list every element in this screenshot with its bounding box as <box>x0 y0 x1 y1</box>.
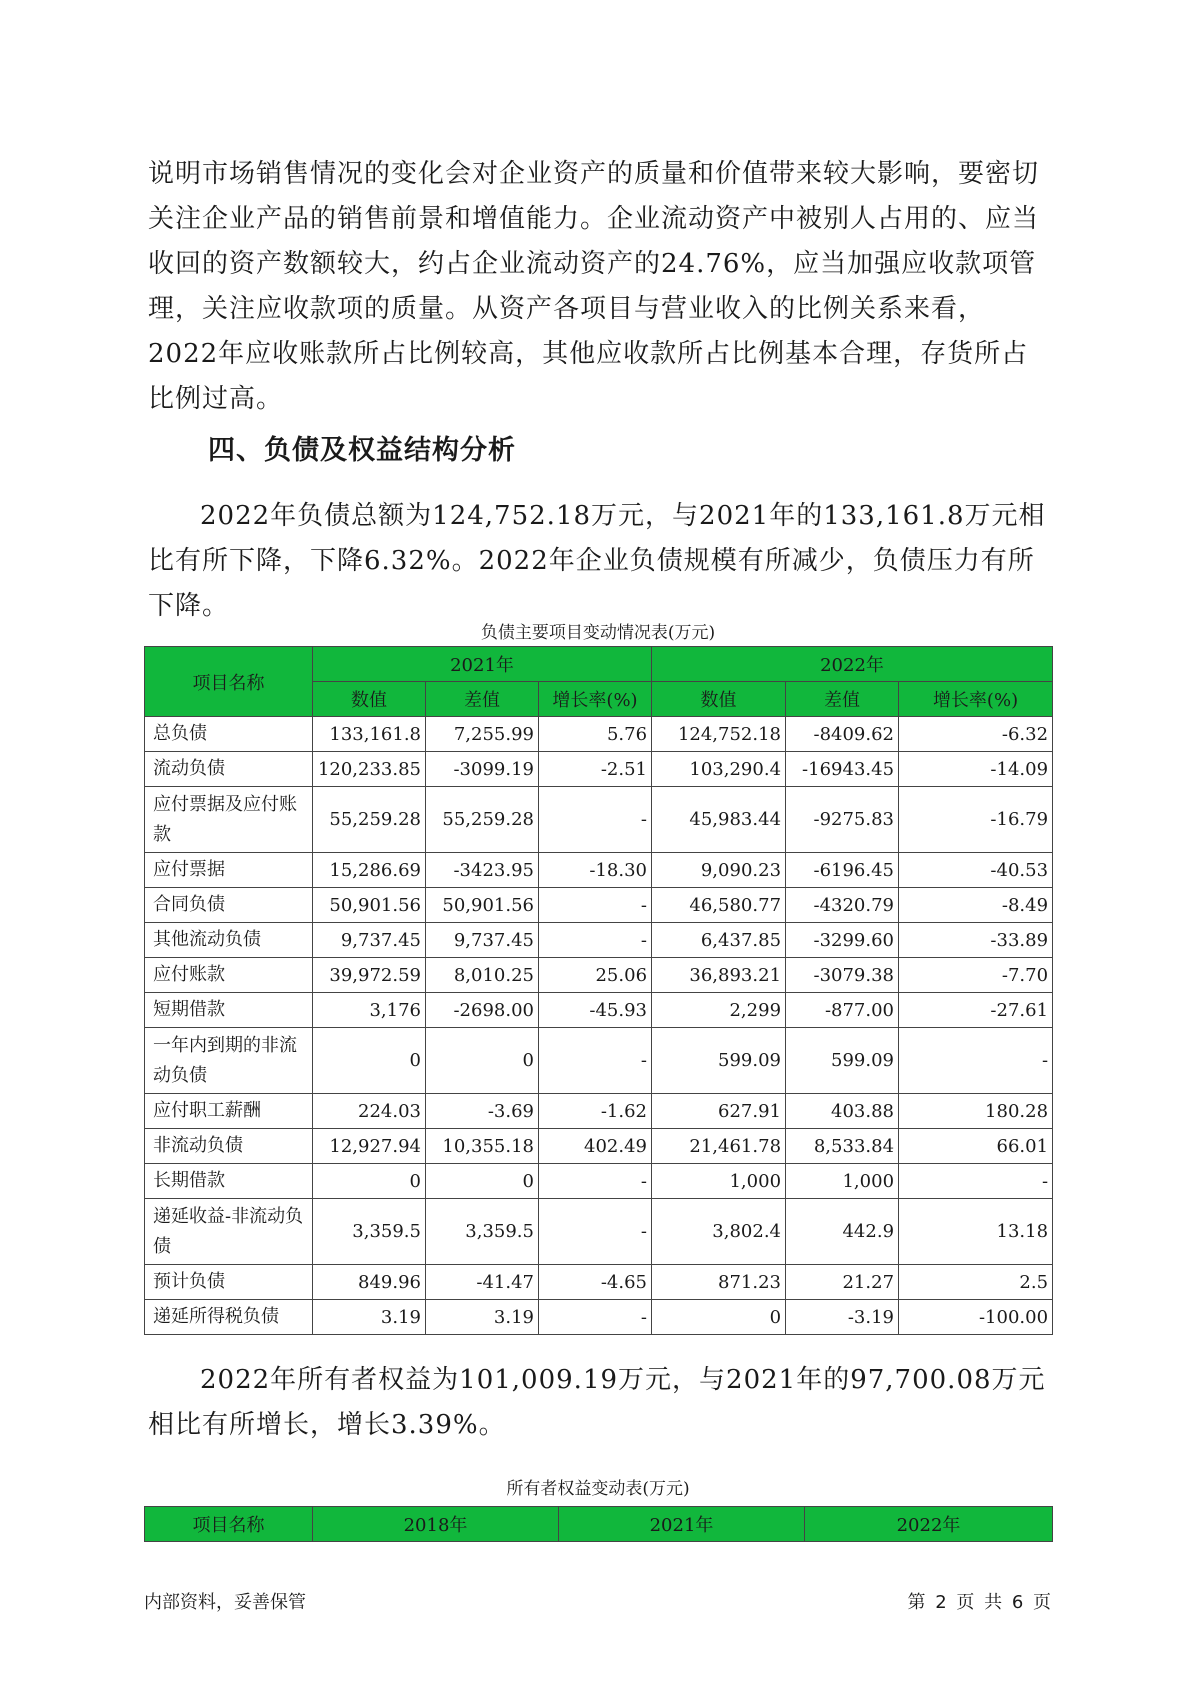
row-item-name: 长期借款 <box>145 1164 313 1199</box>
cell-v22: 9,090.23 <box>652 853 786 888</box>
cell-r21: - <box>539 923 652 958</box>
liabilities-summary-paragraph: 2022年负债总额为124,752.18万元，与2021年的133,161.8万元相比有所下降，下降6.32%。2022年企业负债规模有所减少，负债压力有所下降。 <box>148 501 1046 621</box>
cell-v21: 55,259.28 <box>313 787 426 853</box>
cell-d21: 3.19 <box>426 1300 539 1335</box>
cell-v21: 12,927.94 <box>313 1129 426 1164</box>
footer-page-number: 第 2 页 共 6 页 <box>907 1592 1051 1613</box>
cell-r21: -1.62 <box>539 1094 652 1129</box>
cell-r21: - <box>539 1164 652 1199</box>
row-item-name: 其他流动负债 <box>145 923 313 958</box>
table-row <box>145 923 1053 958</box>
cell-v22: 627.91 <box>652 1094 786 1129</box>
table-row <box>145 1199 1053 1265</box>
cell-v22: 0 <box>652 1300 786 1335</box>
cell-v22: 45,983.44 <box>652 787 786 853</box>
cell-v22: 6,437.85 <box>652 923 786 958</box>
row-item-name: 一年内到期的非流动负债 <box>145 1028 313 1094</box>
table-row <box>145 1164 1053 1199</box>
cell-v21: 9,737.45 <box>313 923 426 958</box>
cell-d22: 8,533.84 <box>786 1129 899 1164</box>
table-row <box>145 787 1053 853</box>
row-item-name: 合同负债 <box>145 888 313 923</box>
cell-d22: -6196.45 <box>786 853 899 888</box>
header-rate-2021: 增长率(%) <box>539 682 652 717</box>
header-year-2022: 2022年 <box>652 647 1053 682</box>
cell-d22: -3.19 <box>786 1300 899 1335</box>
cell-r21: 5.76 <box>539 717 652 752</box>
table-row <box>145 717 1053 752</box>
header-value-2021: 数值 <box>313 682 426 717</box>
row-item-name: 递延收益-非流动负债 <box>145 1199 313 1265</box>
cell-d21: 10,355.18 <box>426 1129 539 1164</box>
equity-header-2021: 2021年 <box>559 1507 805 1542</box>
cell-d21: -3099.19 <box>426 752 539 787</box>
equity-table-caption: 所有者权益变动表(万元) <box>506 1479 690 1499</box>
cell-d22: 403.88 <box>786 1094 899 1129</box>
cell-r22: 2.5 <box>899 1265 1053 1300</box>
cell-v22: 21,461.78 <box>652 1129 786 1164</box>
table-row <box>145 1300 1053 1335</box>
row-item-name: 递延所得税负债 <box>145 1300 313 1335</box>
equity-table <box>144 1506 1053 1542</box>
cell-r22: -27.61 <box>899 993 1053 1028</box>
header-item-name: 项目名称 <box>145 647 313 717</box>
cell-v22: 3,802.4 <box>652 1199 786 1265</box>
header-diff-2022: 差值 <box>786 682 899 717</box>
cell-r22: -33.89 <box>899 923 1053 958</box>
cell-v21: 50,901.56 <box>313 888 426 923</box>
cell-v21: 3,176 <box>313 993 426 1028</box>
cell-v22: 46,580.77 <box>652 888 786 923</box>
cell-r21: -2.51 <box>539 752 652 787</box>
cell-d21: 9,737.45 <box>426 923 539 958</box>
cell-d22: 1,000 <box>786 1164 899 1199</box>
equity-header-2022: 2022年 <box>805 1507 1053 1542</box>
cell-r21: -4.65 <box>539 1265 652 1300</box>
cell-d21: -3.69 <box>426 1094 539 1129</box>
footer-confidential-note: 内部资料，妥善保管 <box>144 1592 306 1613</box>
row-item-name: 应付职工薪酬 <box>145 1094 313 1129</box>
table-row <box>145 1094 1053 1129</box>
section-heading: 四、负债及权益结构分析 <box>208 435 516 466</box>
cell-v21: 0 <box>313 1164 426 1199</box>
cell-r21: - <box>539 888 652 923</box>
table-row <box>145 1129 1053 1164</box>
cell-v21: 133,161.8 <box>313 717 426 752</box>
table-row <box>145 888 1053 923</box>
cell-v22: 103,290.4 <box>652 752 786 787</box>
cell-d21: -2698.00 <box>426 993 539 1028</box>
row-item-name: 总负债 <box>145 717 313 752</box>
header-value-2022: 数值 <box>652 682 786 717</box>
cell-d22: -16943.45 <box>786 752 899 787</box>
cell-r22: 180.28 <box>899 1094 1053 1129</box>
cell-d22: -3299.60 <box>786 923 899 958</box>
cell-v21: 3,359.5 <box>313 1199 426 1265</box>
cell-r21: 402.49 <box>539 1129 652 1164</box>
cell-d22: 21.27 <box>786 1265 899 1300</box>
cell-r22: -7.70 <box>899 958 1053 993</box>
header-rate-2022: 增长率(%) <box>899 682 1053 717</box>
cell-r21: 25.06 <box>539 958 652 993</box>
cell-v21: 15,286.69 <box>313 853 426 888</box>
row-item-name: 应付票据 <box>145 853 313 888</box>
cell-r22: -8.49 <box>899 888 1053 923</box>
cell-d22: -3079.38 <box>786 958 899 993</box>
cell-d22: -8409.62 <box>786 717 899 752</box>
cell-d21: 55,259.28 <box>426 787 539 853</box>
cell-v21: 224.03 <box>313 1094 426 1129</box>
equity-header-2018: 2018年 <box>313 1507 559 1542</box>
cell-r22: -6.32 <box>899 717 1053 752</box>
table-row <box>145 1265 1053 1300</box>
cell-v22: 871.23 <box>652 1265 786 1300</box>
cell-v21: 120,233.85 <box>313 752 426 787</box>
table-row <box>145 853 1053 888</box>
cell-d22: -9275.83 <box>786 787 899 853</box>
cell-d21: 0 <box>426 1028 539 1094</box>
cell-d22: -4320.79 <box>786 888 899 923</box>
cell-r22: -100.00 <box>899 1300 1053 1335</box>
cell-r22: - <box>899 1164 1053 1199</box>
cell-v21: 3.19 <box>313 1300 426 1335</box>
cell-r21: -45.93 <box>539 993 652 1028</box>
cell-d21: 7,255.99 <box>426 717 539 752</box>
row-item-name: 应付账款 <box>145 958 313 993</box>
row-item-name: 应付票据及应付账款 <box>145 787 313 853</box>
cell-r21: -18.30 <box>539 853 652 888</box>
cell-v22: 124,752.18 <box>652 717 786 752</box>
analysis-paragraph: 说明市场销售情况的变化会对企业资产的质量和价值带来较大影响，要密切关注企业产品的销售前景和增值能力。企业流动资产中被别人占用的、应当收回的资产数额较大，约占企业流动资产的24.76%，应当加强应收款项管理，关注应收款项的质量。从资产各项目与营业收入的比例关系来看，2022年应收账款所占比例较高，其他应收款所占比例基本合理，存货所占比例过高。 <box>148 159 1040 414</box>
equity-summary-paragraph: 2022年所有者权益为101,009.19万元，与2021年的97,700.08万元相比有所增长，增长3.39%。 <box>148 1365 1046 1440</box>
cell-r22: -40.53 <box>899 853 1053 888</box>
row-item-name: 短期借款 <box>145 993 313 1028</box>
cell-d22: -877.00 <box>786 993 899 1028</box>
cell-r22: -14.09 <box>899 752 1053 787</box>
cell-v22: 36,893.21 <box>652 958 786 993</box>
row-item-name: 流动负债 <box>145 752 313 787</box>
cell-d21: 3,359.5 <box>426 1199 539 1265</box>
cell-v22: 2,299 <box>652 993 786 1028</box>
cell-v22: 599.09 <box>652 1028 786 1094</box>
cell-r21: - <box>539 1300 652 1335</box>
table-row <box>145 993 1053 1028</box>
cell-d21: 0 <box>426 1164 539 1199</box>
liabilities-table <box>144 646 1053 1335</box>
cell-d21: 8,010.25 <box>426 958 539 993</box>
cell-d21: 50,901.56 <box>426 888 539 923</box>
table-row <box>145 958 1053 993</box>
cell-v21: 0 <box>313 1028 426 1094</box>
cell-r22: 66.01 <box>899 1129 1053 1164</box>
cell-r21: - <box>539 1199 652 1265</box>
cell-r22: -16.79 <box>899 787 1053 853</box>
cell-r21: - <box>539 787 652 853</box>
equity-header-item-name: 项目名称 <box>145 1507 313 1542</box>
cell-r22: 13.18 <box>899 1199 1053 1265</box>
liabilities-table-caption: 负债主要项目变动情况表(万元) <box>480 623 716 643</box>
cell-d22: 442.9 <box>786 1199 899 1265</box>
cell-v22: 1,000 <box>652 1164 786 1199</box>
table-row <box>145 752 1053 787</box>
table-row <box>145 1028 1053 1094</box>
cell-d21: -41.47 <box>426 1265 539 1300</box>
row-item-name: 非流动负债 <box>145 1129 313 1164</box>
cell-v21: 849.96 <box>313 1265 426 1300</box>
cell-r21: - <box>539 1028 652 1094</box>
header-year-2021: 2021年 <box>313 647 652 682</box>
cell-d22: 599.09 <box>786 1028 899 1094</box>
row-item-name: 预计负债 <box>145 1265 313 1300</box>
cell-v21: 39,972.59 <box>313 958 426 993</box>
cell-r22: - <box>899 1028 1053 1094</box>
cell-d21: -3423.95 <box>426 853 539 888</box>
header-diff-2021: 差值 <box>426 682 539 717</box>
